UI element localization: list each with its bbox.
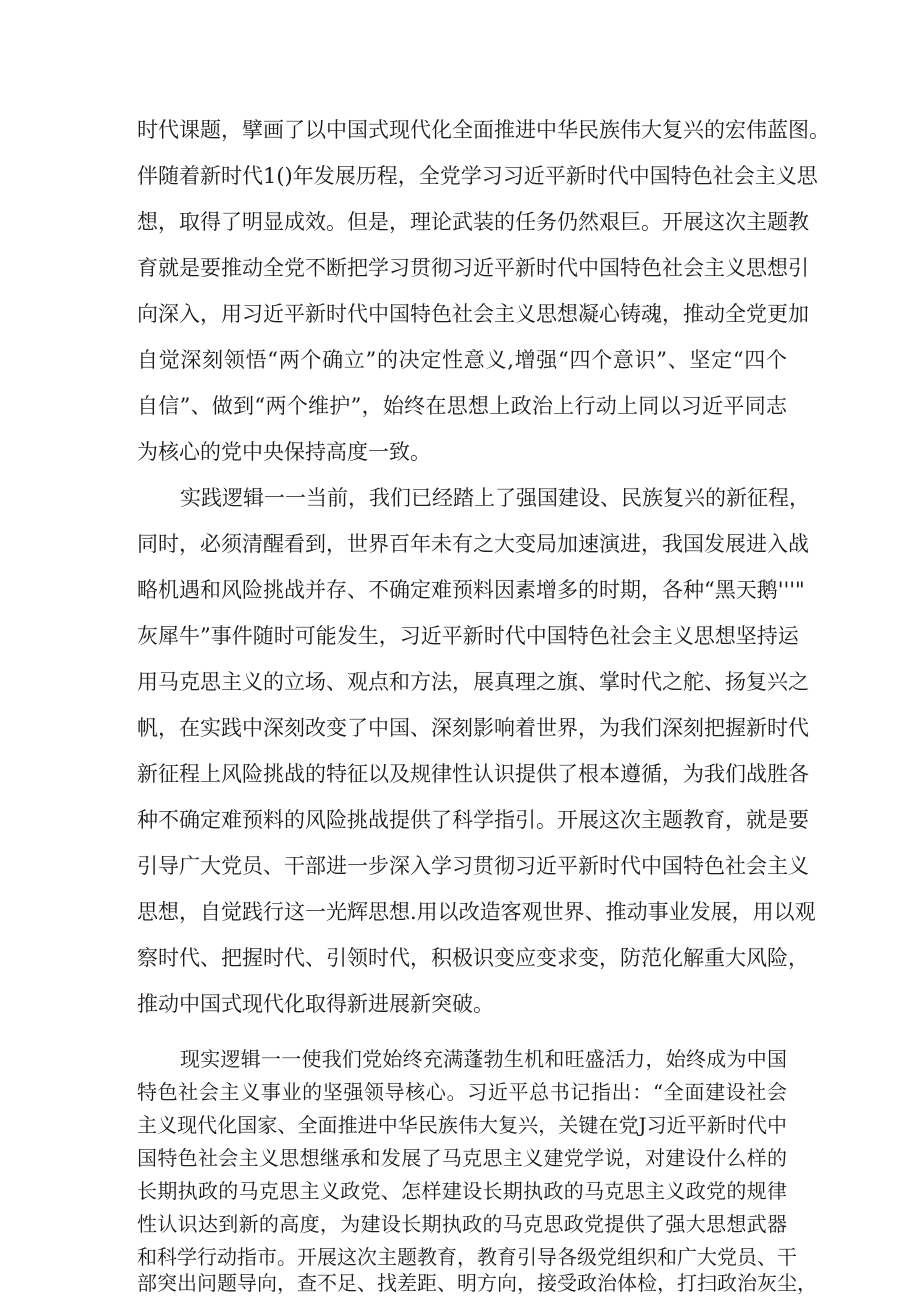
text-line: 推动中国式现代化取得新进展新突破。 [137,992,494,1016]
text-line: 和科学行动指市。开展这次主题教育，教育引导各级党组织和广大党员、干 [137,1245,797,1269]
text-line: 部突出问题导向，查不足、找差距、明方向，接受政治体检，打扫政治灰尘， [137,1271,817,1295]
text-line: 国特色社会主义思想继承和发展了马克思主义建党学说，对建设什么样的 [137,1146,787,1170]
paragraph-first-line: 实践逻辑一一当前，我们已经踏上了强国建设、民族复兴的新征程， [180,486,810,510]
text-line: 特色社会主义事业的坚强领导核心。习近平总书记指出：“全面建设社会 [137,1080,787,1104]
text-line: 种不确定难预料的风险挑战提供了科学指引。开展这次主题教育，就是要 [137,808,809,832]
text-line: 向深入，用习近平新时代中国特色社会主义思想凝心铸魂，推动全党更加 [137,302,809,326]
text-line: 为核心的党中央保持高度一致。 [137,440,431,464]
text-line: 察时代、把握时代、引领时代，积极识变应变求变，防范化解重大风险， [137,946,809,970]
text-line: 用马克思主义的立场、观点和方法，展真理之旗、掌时代之舵、扬复兴之 [137,670,809,694]
text-line: 性认识达到新的高度，为建设长期执政的马克思政党提供了强大思想武器 [137,1212,787,1236]
text-line: 同时，必须清醒看到，世界百年未有之大变局加速演进，我国发展进入战 [137,532,809,556]
text-line: 自觉深刻领悟“两个确立”的决定性意义,增强“四个意识”、坚定“四个 [137,348,787,372]
text-line: 想，取得了明显成效。但是，理论武装的任务仍然艰巨。开展这次主题教 [137,210,809,234]
paragraph-first-line: 现实逻辑一一使我们党始终充满蓬勃生机和旺盛活力，始终成为中国 [180,1047,787,1071]
text-line: 长期执政的马克思主义政党、怎样建设长期执政的马克思主义政党的规律 [137,1179,787,1203]
text-line: 略机遇和风险挑战并存、不确定难预料因素增多的时期，各种“黑天鹅'''" [137,578,805,602]
text-line: 伴随着新时代1()年发展历程，全党学习习近平新时代中国特色社会主义思 [137,164,818,188]
text-line: 思想，自觉践行这一光辉思想.用以改造客观世界、推动事业发展，用以观 [137,900,816,924]
text-line: 灰犀牛”事件随时可能发生，习近平新时代中国特色社会主义思想坚持运 [137,624,799,648]
text-line: 主义现代化国家、全面推进中华民族伟大复兴，关键在党J习近平新时代中 [137,1113,787,1137]
text-line: 引导广大党员、干部进一步深入学习贯彻习近平新时代中国特色社会主义 [137,854,809,878]
text-line: 育就是要推动全党不断把学习贯彻习近平新时代中国特色社会主义思想引 [137,256,809,280]
text-line: 自信”、做到“两个维护”，始终在思想上政治上行动上同以习近平同志 [137,394,787,418]
text-line: 帆，在实践中深刻改变了中国、深刻影响着世界，为我们深刻把握新时代 [137,716,809,740]
text-line: 时代课题，擘画了以中国式现代化全面推进中华民族伟大复兴的宏伟蓝图。 [137,118,830,142]
text-line: 新征程上风险挑战的特征以及规律性认识提供了根本遵循，为我们战胜各 [137,762,809,786]
